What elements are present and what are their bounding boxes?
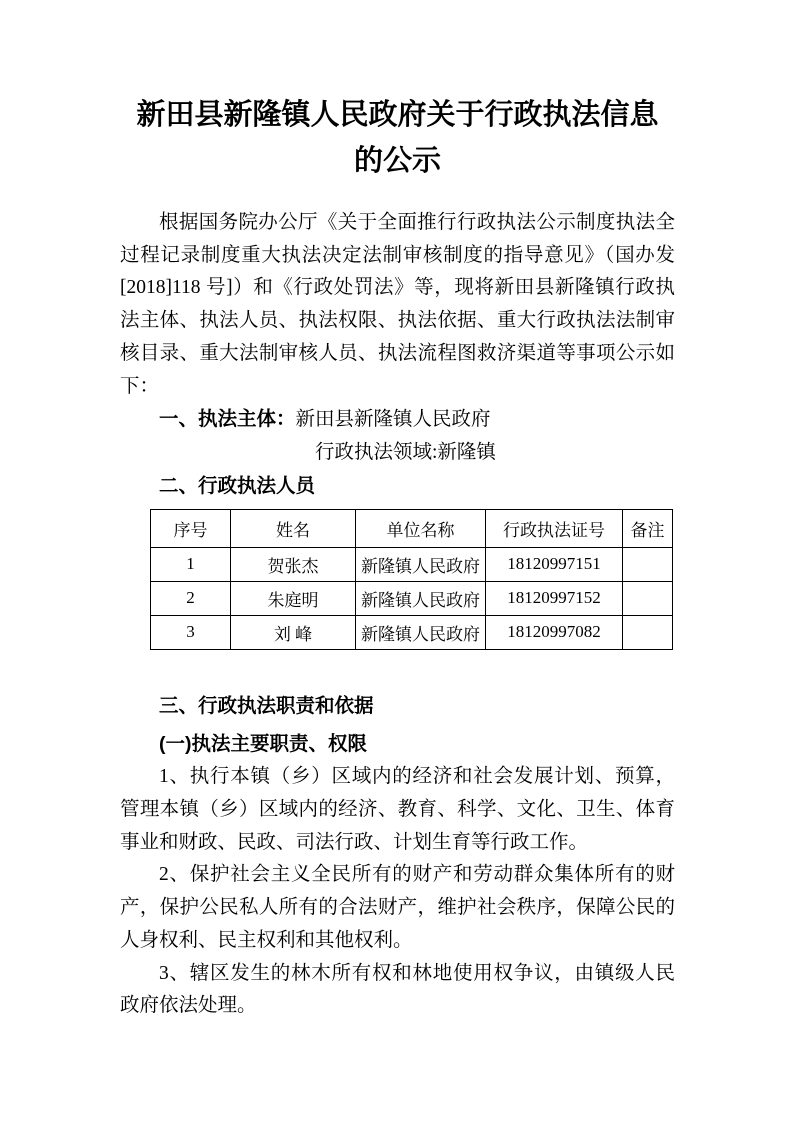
cell-seq: 1 [151, 547, 231, 581]
cell-name: 朱庭明 [231, 581, 356, 615]
law-enforcement-table [150, 509, 673, 650]
cell-org: 新隆镇人民政府 [356, 615, 486, 649]
cell-note [623, 547, 673, 581]
header-cert: 行政执法证号 [486, 509, 623, 547]
duty-item-3: 3、辖区发生的林木所有权和林地使用权争议，由镇级人民政府依法处理。 [120, 962, 675, 1017]
page-title [120, 92, 675, 185]
header-seq: 序号 [151, 509, 231, 547]
table-row [151, 615, 673, 649]
header-note: 备注 [623, 509, 673, 547]
section3-subheading: (一)执法主要职责、权限 [159, 733, 367, 756]
section1-line [159, 403, 675, 437]
section3-heading: 三、行政执法职责和依据 [159, 694, 374, 717]
cell-org: 新隆镇人民政府 [356, 581, 486, 615]
section1-value: 新田县新隆镇人民政府 [295, 409, 491, 431]
cell-org: 新隆镇人民政府 [356, 547, 486, 581]
cell-name: 刘 峰 [231, 615, 356, 649]
cell-seq: 3 [151, 615, 231, 649]
header-name: 姓名 [231, 509, 356, 547]
cell-cert: 18120997152 [486, 581, 623, 615]
cell-note [623, 615, 673, 649]
cell-name: 贺张杰 [231, 547, 356, 581]
cell-cert: 18120997082 [486, 615, 623, 649]
spacer [120, 650, 675, 690]
intro-paragraph: 根据国务院办公厅《关于全面推行行政执法公示制度执法全过程记录制度重大执法决定法制审核制度的指导意见》（国办发[2018]118 号]）和《行政处罚法》等，现将新田县新隆镇行政执法主体、执法人员、执法权限、执法依据、重大行政执法法制审核目录、重大法制审核人员、执法流程图救济渠道等事项公示如下： [120, 211, 675, 397]
cell-seq: 2 [151, 581, 231, 615]
cell-note [623, 581, 673, 615]
title-line-2: 的公示 [353, 145, 441, 178]
duty-item-1: 1、执行本镇（乡）区域内的经济和社会发展计划、预算，管理本镇（乡）区域内的经济、教育、科学、文化、卫生、体育事业和财政、民政、司法行政、计划生育等行政工作。 [120, 766, 675, 853]
duty-item-2: 2、保护社会主义全民所有的财产和劳动群众集体所有的财产，保护公民私人所有的合法财产，维护社会秩序，保障公民的人身权利、民主权利和其他权利。 [120, 864, 675, 951]
table-row [151, 581, 673, 615]
header-org: 单位名称 [356, 509, 486, 547]
section2-heading: 二、行政执法人员 [159, 474, 316, 497]
section1-sub: 行政执法领域:新隆镇 [315, 442, 496, 464]
table-header-row [151, 509, 673, 547]
section1-label: 一、执法主体： [159, 408, 296, 431]
title-line-1: 新田县新隆镇人民政府关于行政执法信息 [136, 99, 659, 131]
table-row [151, 547, 673, 581]
cell-cert: 18120997151 [486, 547, 623, 581]
